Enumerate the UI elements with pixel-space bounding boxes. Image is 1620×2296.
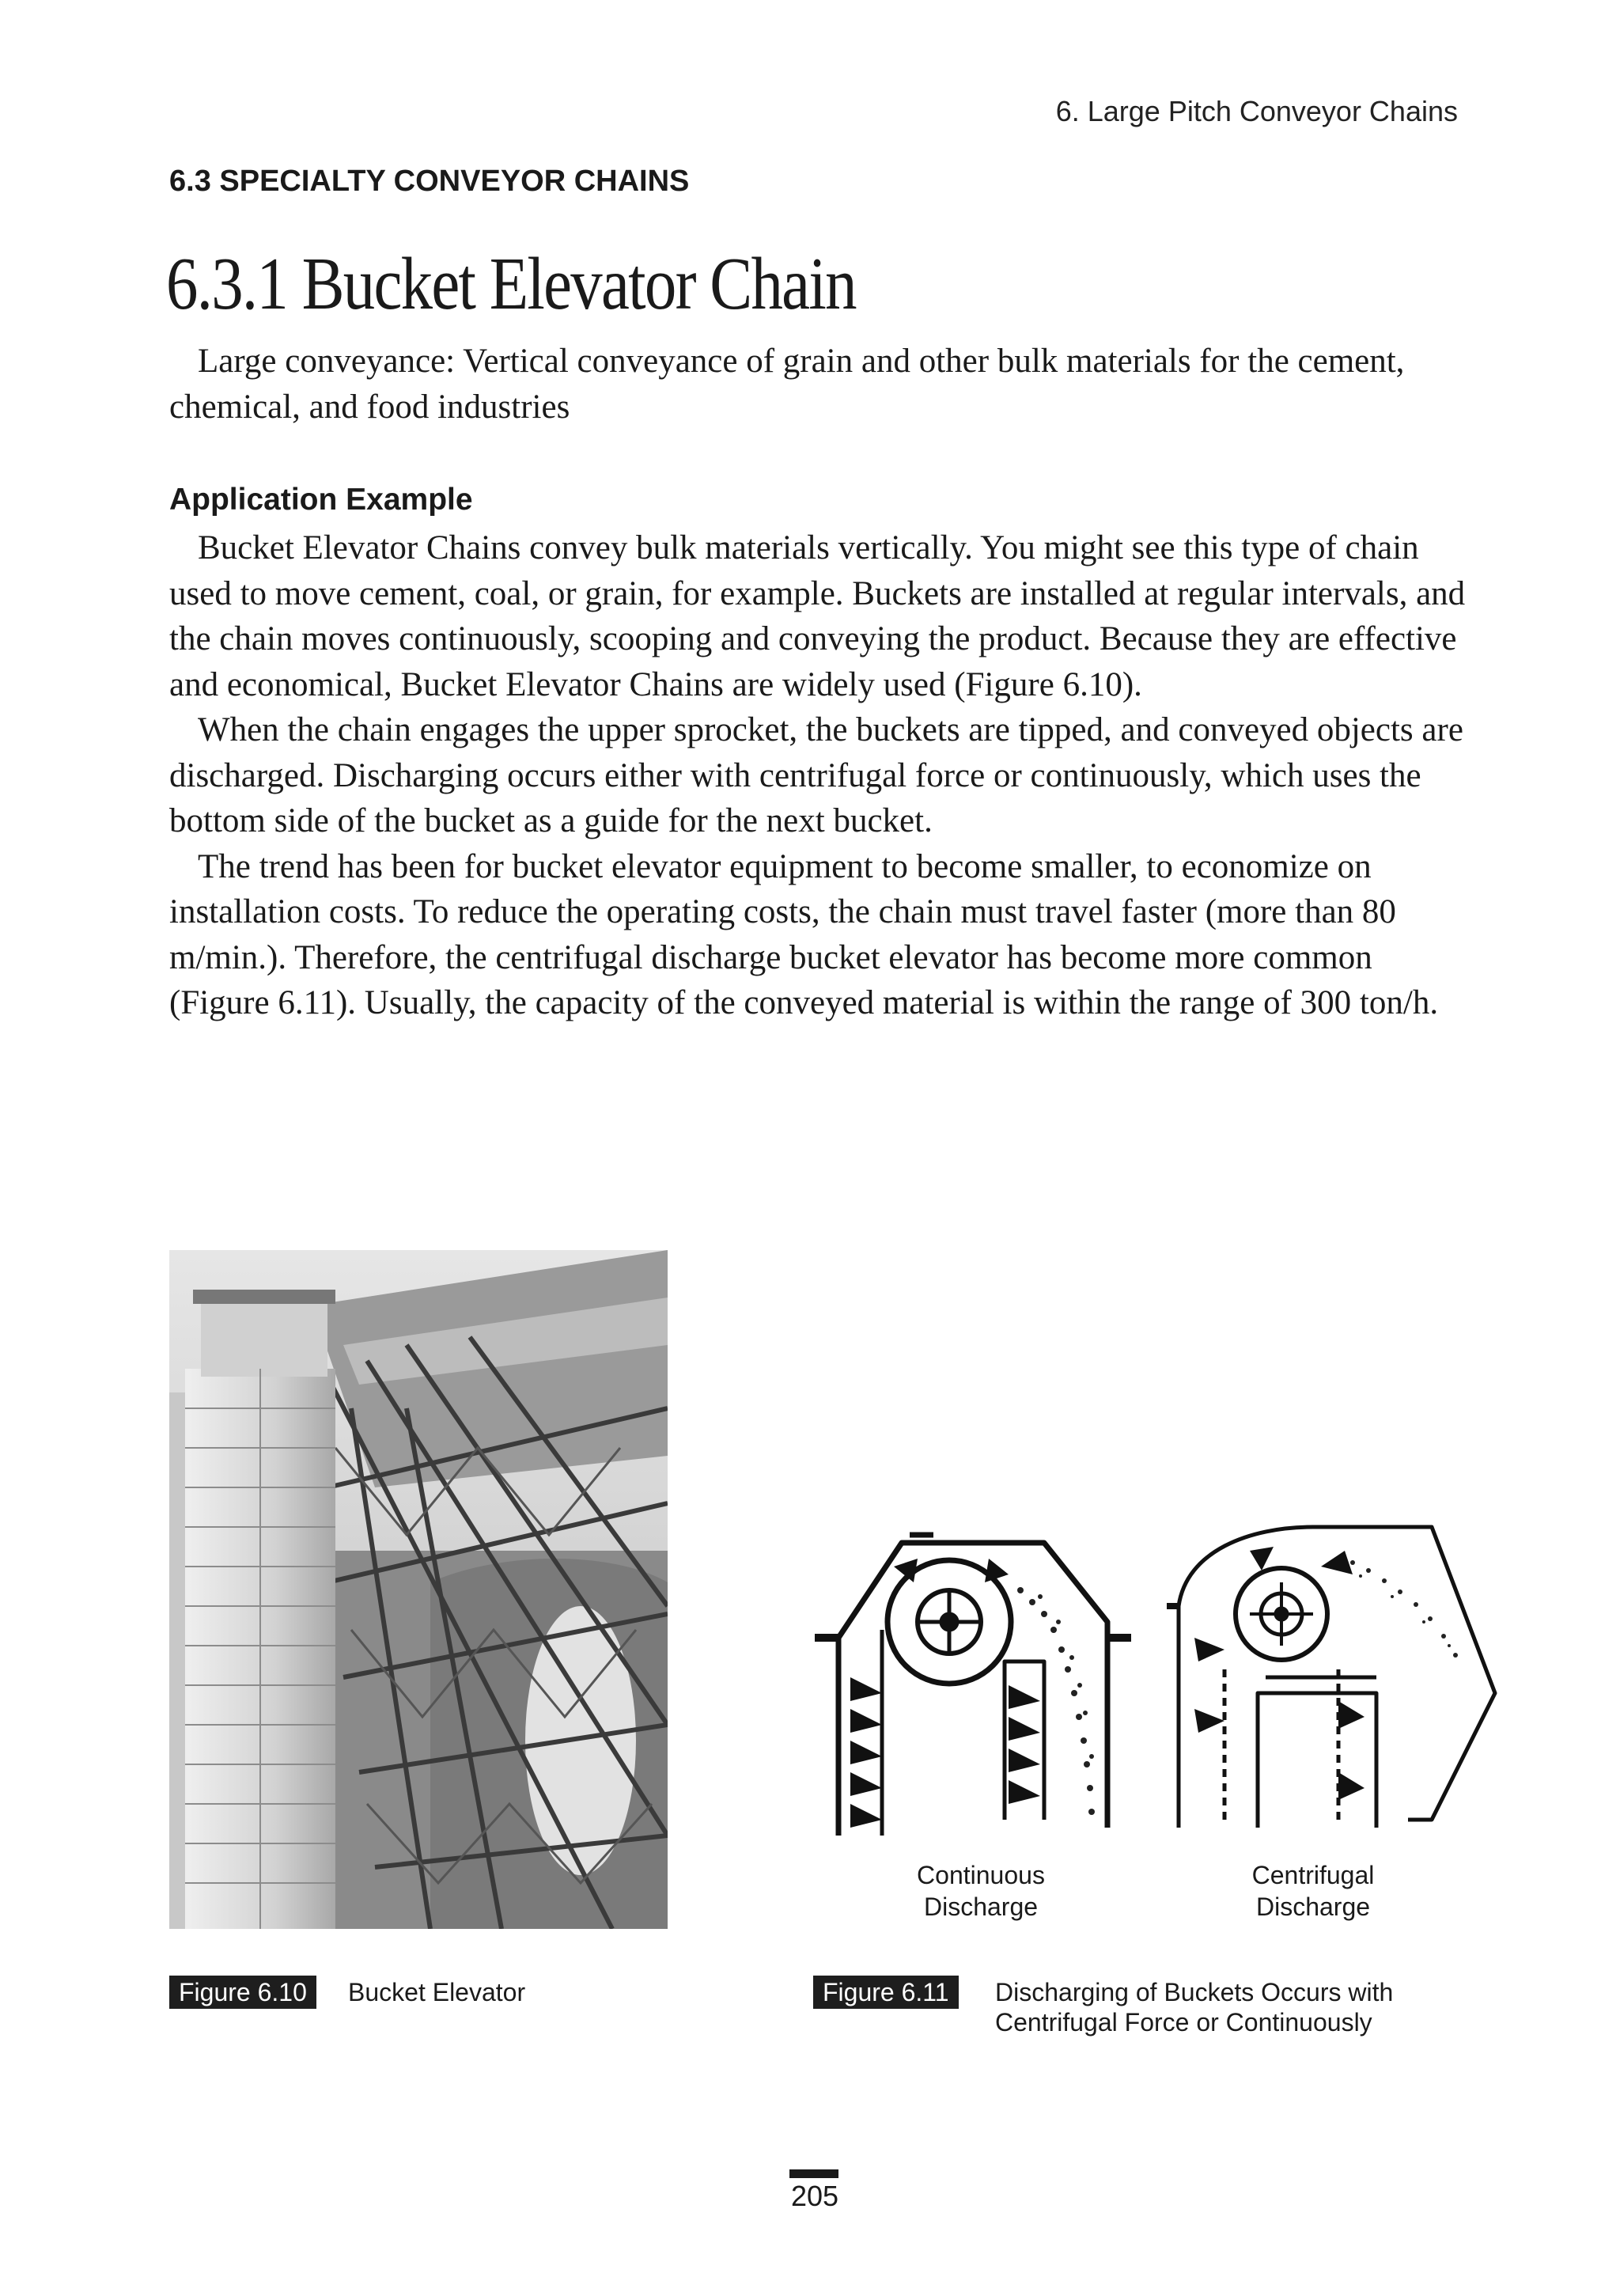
paragraph-1: Bucket Elevator Chains convey bulk materials vertically. You might see this type of chain used to move cement, coal, or grain, for example. Buckets are installed at regular intervals, and the chain moves continuously, scooping and conveying the product. Because they are effective and economical, Bucket Elevator Chains are widely used (Figure 6.10).: [169, 529, 1466, 703]
centrifugal-label-line-1: Centrifugal: [1251, 1861, 1375, 1889]
application-text: [169, 525, 1467, 1026]
page-number: 205: [790, 2180, 839, 2212]
centrifugal-label-line-2: Discharge: [1255, 1892, 1371, 1921]
intro-block: [169, 339, 1467, 430]
continuous-label-line-1: Continuous: [917, 1861, 1045, 1889]
chapter-title: 6.3.1 Bucket Elevator Chain: [166, 243, 856, 325]
bucket-elevator-photo: [169, 1250, 668, 1929]
section-heading: 6.3 SPECIALTY CONVEYOR CHAINS: [169, 165, 690, 198]
intro-paragraph: Large conveyance: Vertical conveyance of grain and other bulk materials for the cement, chemical, and food industries: [169, 343, 1405, 426]
paragraph-2: When the chain engages the upper sprocket, the buckets are tipped, and conveyed objects are discharged. Discharging occurs either with centrifugal force or continuously, which uses the bottom side of the bucket as a guide for the next bucket.: [169, 711, 1463, 839]
figure-6-10-tag: Figure 6.10: [169, 1976, 316, 2009]
continuous-label-line-2: Discharge: [923, 1892, 1039, 1921]
figure-6-11-tag: Figure 6.11: [813, 1976, 959, 2009]
figure-6-10-caption: Bucket Elevator: [348, 1978, 526, 2006]
continuous-discharge-label: [878, 1859, 1084, 1923]
page-number-bar: [789, 2169, 838, 2178]
running-head: 6. Large Pitch Conveyor Chains: [1055, 95, 1458, 127]
subheading: Application Example: [169, 483, 473, 517]
discharge-diagram: [807, 1503, 1503, 1843]
centrifugal-discharge-label: [1210, 1859, 1416, 1923]
figure-6-11-caption: Discharging of Buckets Occurs with Centrifugal Force or Continuously: [995, 1978, 1394, 2036]
paragraph-3: The trend has been for bucket elevator equipment to become smaller, to economize on installation costs. To reduce the operating costs, the chain must travel faster (more than 80 m/min.). Therefore, the centrifugal discharge bucket elevator has become more common (Figure 6.11). Usually, the capacity of the conveyed material is within the range of 300 ton/h.: [169, 847, 1439, 1021]
